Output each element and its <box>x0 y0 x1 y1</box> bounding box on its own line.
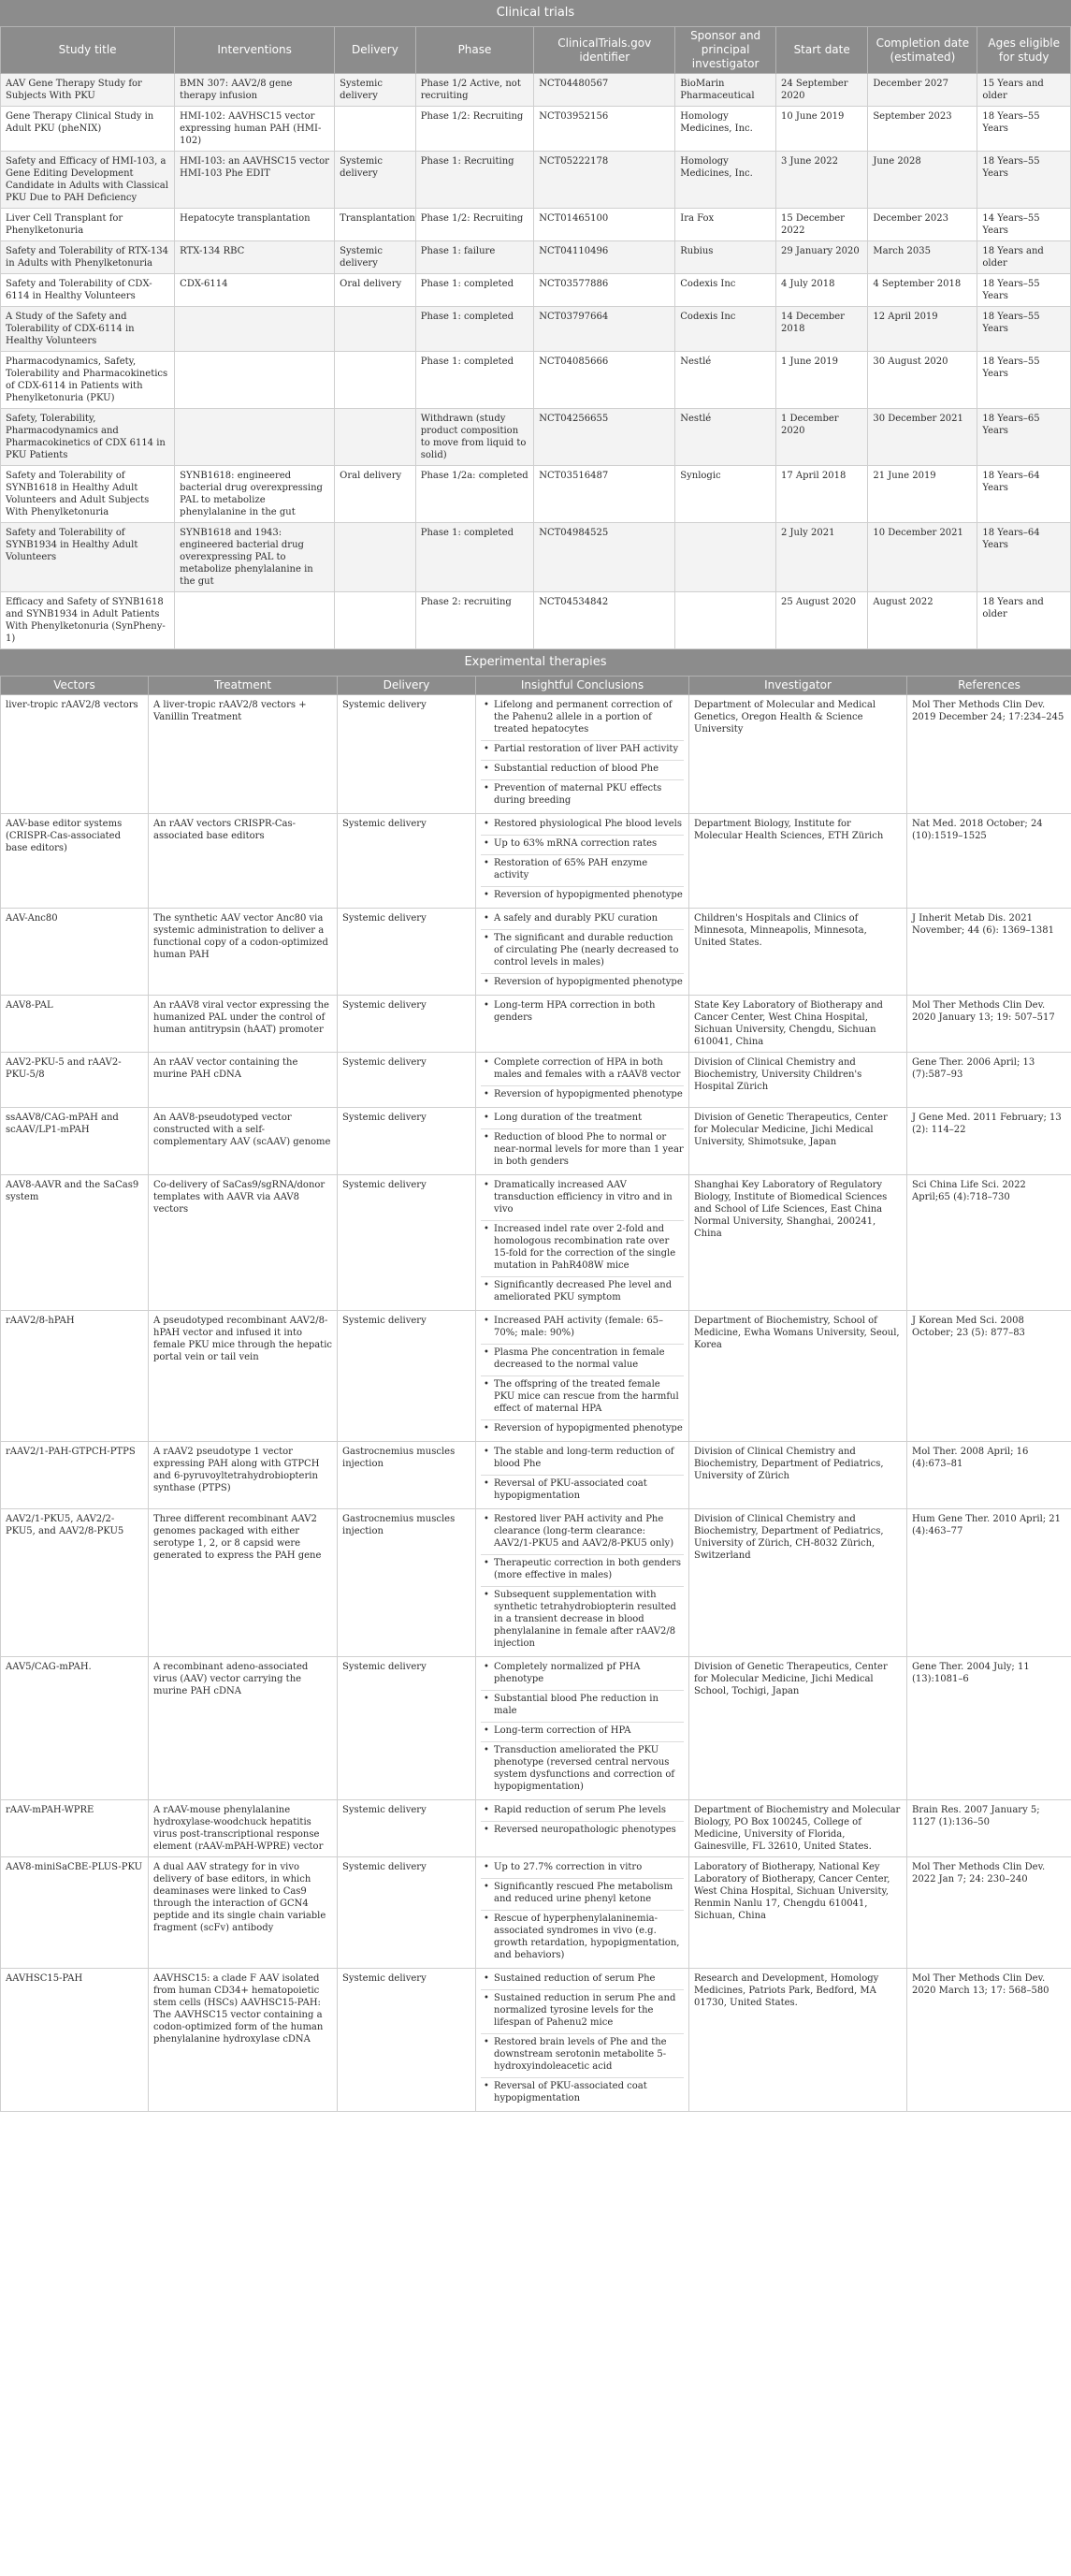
start-date-cell: 4 July 2018 <box>775 274 867 307</box>
interventions-cell: RTX-134 RBC <box>175 241 335 274</box>
therapy-row <box>1 996 1071 1053</box>
study-title-cell: AAV Gene Therapy Study for Subjects With PKU <box>1 74 175 107</box>
conclusion-item: • Prevention of maternal PKU effects during breeding <box>481 780 684 811</box>
therapy-delivery-cell: Systemic delivery <box>338 1857 476 1969</box>
trial-row <box>1 592 1071 649</box>
therapy-delivery-cell: Systemic delivery <box>338 1800 476 1857</box>
conclusion-item: • Lifelong and permanent correction of the Pahenu2 allele in a portion of treated hepatocytes <box>481 697 684 741</box>
conclusion-item: • Restoration of 65% PAH enzyme activity <box>481 855 684 887</box>
investigator-cell: Division of Clinical Chemistry and Biochemistry, Department of Pediatrics, University of Zürich, CH-8032 Zürich, Switzerland <box>689 1509 907 1657</box>
investigator-cell: Laboratory of Biotherapy, National Key Laboratory of Biotherapy, Cancer Center, West China Hospital, Sichuan University, Renmin Nanlu 17, Chengdu 610041, Sichuan, China <box>689 1857 907 1969</box>
conclusion-item: • Up to 63% mRNA correction rates <box>481 836 684 855</box>
treatment-cell: Three different recombinant AAV2 genomes packaged with either serotype 1, 2, or 8 capsid were generated to express the PAH gene <box>149 1509 338 1657</box>
trial-row <box>1 466 1071 523</box>
interventions-cell <box>175 307 335 352</box>
conclusion-item: • Reversed neuropathologic phenotypes <box>481 1822 684 1841</box>
identifier-cell: NCT05222178 <box>534 152 675 209</box>
interventions-cell: CDX-6114 <box>175 274 335 307</box>
conclusion-item: • Transduction ameliorated the PKU phenotype (reversed central nervous system dysfunctions and correction of hypopigmentation) <box>481 1742 684 1797</box>
study-title-cell: Liver Cell Transplant for Phenylketonuria <box>1 209 175 241</box>
vector-cell: AAV8-AAVR and the SaCas9 system <box>1 1175 149 1311</box>
ages-cell: 18 Years and older <box>977 241 1071 274</box>
ages-cell: 18 Years–55 Years <box>977 352 1071 409</box>
ages-cell: 18 Years–55 Years <box>977 274 1071 307</box>
vector-cell: AAV-Anc80 <box>1 909 149 996</box>
trial-row <box>1 307 1071 352</box>
conclusion-item: • Up to 27.7% correction in vitro <box>481 1859 684 1879</box>
reference-cell: Nat Med. 2018 October; 24 (10):1519–1525 <box>907 814 1071 909</box>
delivery-cell: Systemic delivery <box>335 241 416 274</box>
sponsor-cell: BioMarin Pharmaceutical <box>675 74 776 107</box>
conclusions-list <box>481 1177 684 1308</box>
phase-cell: Phase 1: completed <box>415 307 533 352</box>
conclusions-cell <box>476 1969 689 2112</box>
therapy-row <box>1 814 1071 909</box>
treatment-cell: A pseudotyped recombinant AAV2/8-hPAH vector and infused it into female PKU mice through the hepatic portal vein or tail vein <box>149 1311 338 1442</box>
start-date-cell: 1 December 2020 <box>775 409 867 466</box>
therapy-delivery-cell: Systemic delivery <box>338 1108 476 1175</box>
col-header-start-date: Start date <box>775 27 867 74</box>
therapy-delivery-cell: Systemic delivery <box>338 996 476 1053</box>
study-title-cell: Pharmacodynamics, Safety, Tolerability and Pharmacokinetics of CDX-6114 in Patients with Phenylketonuria (PKU) <box>1 352 175 409</box>
trial-row <box>1 209 1071 241</box>
completion-date-cell: August 2022 <box>868 592 977 649</box>
sponsor-cell <box>675 592 776 649</box>
completion-date-cell: March 2035 <box>868 241 977 274</box>
conclusion-item: • Sustained reduction of serum Phe <box>481 1971 684 1990</box>
therapy-row <box>1 1509 1071 1657</box>
trial-row <box>1 107 1071 152</box>
phase-cell: Phase 1/2: Recruiting <box>415 209 533 241</box>
conclusions-list <box>481 1971 684 2109</box>
trial-row <box>1 241 1071 274</box>
sponsor-cell: Nestlé <box>675 409 776 466</box>
investigator-cell: Children's Hospitals and Clinics of Minnesota, Minneapolis, Minnesota, United States. <box>689 909 907 996</box>
investigator-cell: Division of Clinical Chemistry and Biochemistry, Department of Pediatrics, University of Zürich <box>689 1442 907 1509</box>
conclusion-item: • Long duration of the treatment <box>481 1110 684 1129</box>
therapy-row <box>1 1442 1071 1509</box>
sponsor-cell: Codexis Inc <box>675 307 776 352</box>
delivery-cell <box>335 523 416 592</box>
therapy-delivery-cell: Gastrocnemius muscles injection <box>338 1509 476 1657</box>
study-title-cell: Safety and Efficacy of HMI-103, a Gene Editing Development Candidate in Adults with Classical PKU Due to PAH Deficiency <box>1 152 175 209</box>
conclusion-item: • Subsequent supplementation with synthetic tetrahydrobiopterin resulted in a transient decrease in blood phenylalanine in female after rAAV2/8 injection <box>481 1587 684 1654</box>
conclusions-cell <box>476 1053 689 1108</box>
col-header-identifier: ClinicalTrials.gov identifier <box>534 27 675 74</box>
therapy-delivery-cell: Systemic delivery <box>338 1969 476 2112</box>
vector-cell: AAV2-PKU-5 and rAAV2-PKU-5/8 <box>1 1053 149 1108</box>
conclusions-list <box>481 1110 684 1172</box>
sponsor-cell: Nestlé <box>675 352 776 409</box>
trial-row <box>1 523 1071 592</box>
phase-cell: Phase 1: completed <box>415 274 533 307</box>
identifier-cell: NCT04480567 <box>534 74 675 107</box>
trial-row <box>1 152 1071 209</box>
conclusions-cell <box>476 1442 689 1509</box>
study-title-cell: A Study of the Safety and Tolerability of CDX-6114 in Healthy Volunteers <box>1 307 175 352</box>
therapy-row <box>1 1108 1071 1175</box>
treatment-cell: An AAV8-pseudotyped vector constructed with a self-complementary AAV (scAAV) genome <box>149 1108 338 1175</box>
vector-cell: AAV8-miniSaCBE-PLUS-PKU <box>1 1857 149 1969</box>
trial-row <box>1 409 1071 466</box>
conclusions-list <box>481 1444 684 1506</box>
conclusions-cell <box>476 695 689 814</box>
treatment-cell: A recombinant adeno-associated virus (AAV) vector carrying the murine PAH cDNA <box>149 1657 338 1800</box>
identifier-cell: NCT04256655 <box>534 409 675 466</box>
interventions-cell: HMI-103: an AAVHSC15 vector HMI-103 Phe EDIT <box>175 152 335 209</box>
conclusion-item: • Plasma Phe concentration in female decreased to the normal value <box>481 1345 684 1376</box>
investigator-cell: Department of Molecular and Medical Genetics, Oregon Health & Science University <box>689 695 907 814</box>
start-date-cell: 29 January 2020 <box>775 241 867 274</box>
conclusions-list <box>481 1859 684 1966</box>
conclusion-item: • Significantly rescued Phe metabolism and reduced urine phenyl ketone <box>481 1879 684 1911</box>
study-title-cell: Safety, Tolerability, Pharmacodynamics and Pharmacokinetics of CDX 6114 in PKU Patients <box>1 409 175 466</box>
therapy-delivery-cell: Systemic delivery <box>338 1053 476 1108</box>
delivery-cell <box>335 409 416 466</box>
completion-date-cell: June 2028 <box>868 152 977 209</box>
vector-cell: AAV-base editor systems (CRISPR-Cas-associated base editors) <box>1 814 149 909</box>
identifier-cell: NCT04085666 <box>534 352 675 409</box>
start-date-cell: 24 September 2020 <box>775 74 867 107</box>
study-title-cell: Safety and Tolerability of CDX-6114 in Healthy Volunteers <box>1 274 175 307</box>
vector-cell: rAAV2/1-PAH-GTPCH-PTPS <box>1 1442 149 1509</box>
reference-cell: J Gene Med. 2011 February; 13 (2): 114–22 <box>907 1108 1071 1175</box>
investigator-cell: Department Biology, Institute for Molecular Health Sciences, ETH Zürich <box>689 814 907 909</box>
completion-date-cell: 10 December 2021 <box>868 523 977 592</box>
completion-date-cell: 4 September 2018 <box>868 274 977 307</box>
investigator-cell: Division of Genetic Therapeutics, Center for Molecular Medicine, Jichi Medical University, Shimotsuke, Japan <box>689 1108 907 1175</box>
conclusions-list <box>481 697 684 811</box>
reference-cell: Mol Ther Methods Clin Dev. 2020 January 13; 19: 507–517 <box>907 996 1071 1053</box>
identifier-cell: NCT04534842 <box>534 592 675 649</box>
conclusion-item: • A safely and durably PKU curation <box>481 910 684 930</box>
vector-cell: AAV5/CAG-mPAH. <box>1 1657 149 1800</box>
vector-cell: AAVHSC15-PAH <box>1 1969 149 2112</box>
therapy-delivery-cell: Systemic delivery <box>338 1657 476 1800</box>
ages-cell: 18 Years–55 Years <box>977 107 1071 152</box>
identifier-cell: NCT03577886 <box>534 274 675 307</box>
conclusion-item: • Reduction of blood Phe to normal or near-normal levels for more than 1 year in both genders <box>481 1129 684 1172</box>
start-date-cell: 10 June 2019 <box>775 107 867 152</box>
conclusions-cell <box>476 909 689 996</box>
treatment-cell: An rAAV vector containing the murine PAH cDNA <box>149 1053 338 1108</box>
conclusion-item: • Completely normalized pf PHA phenotype <box>481 1659 684 1691</box>
vector-cell: rAAV-mPAH-WPRE <box>1 1800 149 1857</box>
col-header-treatment: Treatment <box>149 677 338 695</box>
interventions-cell <box>175 352 335 409</box>
start-date-cell: 2 July 2021 <box>775 523 867 592</box>
trial-row <box>1 274 1071 307</box>
identifier-cell: NCT03952156 <box>534 107 675 152</box>
vector-cell: rAAV2/8-hPAH <box>1 1311 149 1442</box>
sponsor-cell: Synlogic <box>675 466 776 523</box>
start-date-cell: 14 December 2018 <box>775 307 867 352</box>
sponsor-cell <box>675 523 776 592</box>
conclusions-cell <box>476 1800 689 1857</box>
conclusions-list <box>481 1802 684 1841</box>
conclusion-item: • Reversal of PKU-associated coat hypopigmentation <box>481 2078 684 2109</box>
therapy-row <box>1 1053 1071 1108</box>
conclusions-cell <box>476 814 689 909</box>
reference-cell: J Inherit Metab Dis. 2021 November; 44 (6): 1369–1381 <box>907 909 1071 996</box>
delivery-cell <box>335 107 416 152</box>
conclusion-item: • Long-term correction of HPA <box>481 1723 684 1742</box>
conclusions-list <box>481 1511 684 1654</box>
start-date-cell: 25 August 2020 <box>775 592 867 649</box>
clinical-trials-title: Clinical trials <box>0 0 1071 26</box>
phase-cell: Phase 1/2: Recruiting <box>415 107 533 152</box>
ages-cell: 18 Years–64 Years <box>977 466 1071 523</box>
treatment-cell: An rAAV8 viral vector expressing the humanized PAL under the control of human antitrypsin (hAAT) promoter <box>149 996 338 1053</box>
completion-date-cell: December 2023 <box>868 209 977 241</box>
trial-row <box>1 352 1071 409</box>
ages-cell: 18 Years–55 Years <box>977 307 1071 352</box>
interventions-cell: Hepatocyte transplantation <box>175 209 335 241</box>
identifier-cell: NCT04110496 <box>534 241 675 274</box>
treatment-cell: A rAAV-mouse phenylalanine hydroxylase-woodchuck hepatitis virus post-transcriptional response element (rAAV-mPAH-WPRE) vector <box>149 1800 338 1857</box>
therapy-row <box>1 1311 1071 1442</box>
completion-date-cell: 21 June 2019 <box>868 466 977 523</box>
phase-cell: Phase 1: failure <box>415 241 533 274</box>
conclusion-item: • Significantly decreased Phe level and ameliorated PKU symptom <box>481 1277 684 1308</box>
reference-cell: Mol Ther Methods Clin Dev. 2020 March 13; 17: 568–580 <box>907 1969 1071 2112</box>
conclusion-item: • Substantial blood Phe reduction in male <box>481 1691 684 1723</box>
start-date-cell: 15 December 2022 <box>775 209 867 241</box>
sponsor-cell: Ira Fox <box>675 209 776 241</box>
therapy-delivery-cell: Systemic delivery <box>338 909 476 996</box>
delivery-cell <box>335 592 416 649</box>
conclusions-list <box>481 1313 684 1439</box>
therapy-row <box>1 1800 1071 1857</box>
phase-cell: Phase 1/2a: completed <box>415 466 533 523</box>
delivery-cell: Transplantation <box>335 209 416 241</box>
conclusions-cell <box>476 1108 689 1175</box>
treatment-cell: The synthetic AAV vector Anc80 via systemic administration to deliver a functional copy of a codon-optimized human PAH <box>149 909 338 996</box>
sponsor-cell: Codexis Inc <box>675 274 776 307</box>
completion-date-cell: 12 April 2019 <box>868 307 977 352</box>
interventions-cell <box>175 592 335 649</box>
reference-cell: Brain Res. 2007 January 5; 1127 (1):136–50 <box>907 1800 1071 1857</box>
therapy-row <box>1 1657 1071 1800</box>
phase-cell: Phase 2: recruiting <box>415 592 533 649</box>
reference-cell: Sci China Life Sci. 2022 April;65 (4):718–730 <box>907 1175 1071 1311</box>
start-date-cell: 17 April 2018 <box>775 466 867 523</box>
phase-cell: Phase 1: completed <box>415 352 533 409</box>
col-header-study-title: Study title <box>1 27 175 74</box>
interventions-cell <box>175 409 335 466</box>
trial-row <box>1 74 1071 107</box>
ages-cell: 18 Years and older <box>977 592 1071 649</box>
interventions-cell: BMN 307: AAV2/8 gene therapy infusion <box>175 74 335 107</box>
conclusion-item: • Increased PAH activity (female: 65–70%; male: 90%) <box>481 1313 684 1345</box>
conclusion-item: • Reversion of hypopigmented phenotype <box>481 1086 684 1105</box>
vector-cell: AAV2/1-PKU5, AAV2/2-PKU5, and AAV2/8-PKU5 <box>1 1509 149 1657</box>
sponsor-cell: Rubius <box>675 241 776 274</box>
col-header-conclusions: Insightful Conclusions <box>476 677 689 695</box>
treatment-cell: A liver-tropic rAAV2/8 vectors + Vanillin Treatment <box>149 695 338 814</box>
ages-cell: 18 Years–65 Years <box>977 409 1071 466</box>
start-date-cell: 1 June 2019 <box>775 352 867 409</box>
completion-date-cell: 30 August 2020 <box>868 352 977 409</box>
delivery-cell: Oral delivery <box>335 274 416 307</box>
therapies-header-row <box>1 677 1071 695</box>
identifier-cell: NCT04984525 <box>534 523 675 592</box>
col-header-vectors: Vectors <box>1 677 149 695</box>
sponsor-cell: Homology Medicines, Inc. <box>675 107 776 152</box>
col-header-interventions: Interventions <box>175 27 335 74</box>
conclusions-cell <box>476 1509 689 1657</box>
sponsor-cell: Homology Medicines, Inc. <box>675 152 776 209</box>
col-header-phase: Phase <box>415 27 533 74</box>
delivery-cell: Oral delivery <box>335 466 416 523</box>
investigator-cell: Department of Biochemistry and Molecular Biology, PO Box 100245, College of Medicine, University of Florida, Gainesville, FL 32610, United States. <box>689 1800 907 1857</box>
therapy-delivery-cell: Systemic delivery <box>338 1311 476 1442</box>
completion-date-cell: September 2023 <box>868 107 977 152</box>
col-header-therapy-delivery: Delivery <box>338 677 476 695</box>
conclusions-list <box>481 1055 684 1105</box>
conclusion-item: • Therapeutic correction in both genders (more effective in males) <box>481 1555 684 1587</box>
reference-cell: Mol Ther. 2008 April; 16 (4):673–81 <box>907 1442 1071 1509</box>
treatment-cell: AAVHSC15: a clade F AAV isolated from human CD34+ hematopoietic stem cells (HSCs) AAVHSC15-PAH: The AAVHSC15 vector containing a codon-optimized form of the human phenylalanine hydroxylase cDNA <box>149 1969 338 2112</box>
ages-cell: 18 Years–55 Years <box>977 152 1071 209</box>
conclusion-item: • Increased indel rate over 2-fold and homologous recombination rate over 15-fold for the correction of the single mutation in PahR408W mice <box>481 1221 684 1277</box>
reference-cell: Gene Ther. 2004 July; 11 (13):1081–6 <box>907 1657 1071 1800</box>
conclusion-item: • Reversion of hypopigmented phenotype <box>481 974 684 993</box>
conclusions-list <box>481 997 684 1028</box>
investigator-cell: Division of Genetic Therapeutics, Center for Molecular Medicine, Jichi Medical School, Tochigi, Japan <box>689 1657 907 1800</box>
col-header-ages: Ages eligible for study <box>977 27 1071 74</box>
conclusions-cell <box>476 1657 689 1800</box>
conclusions-cell <box>476 996 689 1053</box>
ages-cell: 15 Years and older <box>977 74 1071 107</box>
conclusion-item: • Restored brain levels of Phe and the downstream serotonin metabolite 5-hydroxyindoleacetic acid <box>481 2034 684 2078</box>
conclusion-item: • Restored physiological Phe blood levels <box>481 816 684 836</box>
conclusion-item: • Reversion of hypopigmented phenotype <box>481 1420 684 1439</box>
conclusions-cell <box>476 1857 689 1969</box>
conclusion-item: • Substantial reduction of blood Phe <box>481 761 684 780</box>
conclusions-list <box>481 816 684 906</box>
delivery-cell <box>335 352 416 409</box>
identifier-cell: NCT03516487 <box>534 466 675 523</box>
therapy-row <box>1 909 1071 996</box>
ages-cell: 18 Years–64 Years <box>977 523 1071 592</box>
col-header-completion-date: Completion date (estimated) <box>868 27 977 74</box>
study-title-cell: Safety and Tolerability of SYNB1934 in Healthy Adult Volunteers <box>1 523 175 592</box>
identifier-cell: NCT01465100 <box>534 209 675 241</box>
vector-cell: liver-tropic rAAV2/8 vectors <box>1 695 149 814</box>
vector-cell: ssAAV8/CAG-mPAH and scAAV/LP1-mPAH <box>1 1108 149 1175</box>
reference-cell: Gene Ther. 2006 April; 13 (7):587–93 <box>907 1053 1071 1108</box>
therapy-row <box>1 1857 1071 1969</box>
ages-cell: 14 Years–55 Years <box>977 209 1071 241</box>
vector-cell: AAV8-PAL <box>1 996 149 1053</box>
phase-cell: Phase 1: Recruiting <box>415 152 533 209</box>
completion-date-cell: 30 December 2021 <box>868 409 977 466</box>
interventions-cell: HMI-102: AAVHSC15 vector expressing human PAH (HMI-102) <box>175 107 335 152</box>
completion-date-cell: December 2027 <box>868 74 977 107</box>
therapy-delivery-cell: Systemic delivery <box>338 814 476 909</box>
reference-cell: Mol Ther Methods Clin Dev. 2022 Jan 7; 24: 230–240 <box>907 1857 1071 1969</box>
conclusion-item: • Rescue of hyperphenylalaninemia-associated syndromes in vivo (e.g. growth retardation, hypopigmentation, and behaviors) <box>481 1911 684 1966</box>
conclusion-item: • Restored liver PAH activity and Phe clearance (long-term clearance: AAV2/1-PKU5 and AAV2/8-PKU5 only) <box>481 1511 684 1555</box>
col-header-investigator: Investigator <box>689 677 907 695</box>
reference-cell: Mol Ther Methods Clin Dev. 2019 December 24; 17:234–245 <box>907 695 1071 814</box>
study-title-cell: Safety and Tolerability of RTX-134 in Adults with Phenylketonuria <box>1 241 175 274</box>
conclusion-item: • Rapid reduction of serum Phe levels <box>481 1802 684 1822</box>
treatment-cell: Co-delivery of SaCas9/sgRNA/donor templates with AAVR via AAV8 vectors <box>149 1175 338 1311</box>
delivery-cell: Systemic delivery <box>335 152 416 209</box>
investigator-cell: Division of Clinical Chemistry and Biochemistry, University Children's Hospital Zürich <box>689 1053 907 1108</box>
phase-cell: Phase 1: completed <box>415 523 533 592</box>
conclusion-item: • The offspring of the treated female PKU mice can rescue from the harmful effect of maternal HPA <box>481 1376 684 1420</box>
interventions-cell: SYNB1618 and 1943: engineered bacterial drug overexpressing PAL to metabolize phenylalanine in the gut <box>175 523 335 592</box>
therapy-row <box>1 1969 1071 2112</box>
therapy-row <box>1 1175 1071 1311</box>
reference-cell: Hum Gene Ther. 2010 April; 21 (4):463–77 <box>907 1509 1071 1657</box>
conclusion-item: • The stable and long-term reduction of blood Phe <box>481 1444 684 1476</box>
conclusion-item: • Partial restoration of liver PAH activity <box>481 741 684 761</box>
phase-cell: Withdrawn (study product composition to move from liquid to solid) <box>415 409 533 466</box>
experimental-therapies-table <box>0 676 1071 2112</box>
col-header-delivery: Delivery <box>335 27 416 74</box>
treatment-cell: An rAAV vectors CRISPR-Cas-associated base editors <box>149 814 338 909</box>
conclusions-cell <box>476 1311 689 1442</box>
conclusion-item: • Reversion of hypopigmented phenotype <box>481 887 684 906</box>
treatment-cell: A dual AAV strategy for in vivo delivery of base editors, in which deaminases were linked to Cas9 through the interaction of GCN4 peptide and its single chain variable fragment (scFv) antibody <box>149 1857 338 1969</box>
therapy-row <box>1 695 1071 814</box>
therapy-delivery-cell: Systemic delivery <box>338 695 476 814</box>
study-title-cell: Gene Therapy Clinical Study in Adult PKU (pheNIX) <box>1 107 175 152</box>
clinical-trials-table <box>0 26 1071 649</box>
start-date-cell: 3 June 2022 <box>775 152 867 209</box>
conclusion-item: • Reversal of PKU-associated coat hypopigmentation <box>481 1476 684 1506</box>
treatment-cell: A rAAV2 pseudotype 1 vector expressing PAH along with GTPCH and 6-pyruvoyltetrahydrobiopterin synthase (PTPS) <box>149 1442 338 1509</box>
therapy-delivery-cell: Gastrocnemius muscles injection <box>338 1442 476 1509</box>
conclusion-item: • The significant and durable reduction of circulating Phe (nearly decreased to control levels in males) <box>481 930 684 974</box>
interventions-cell: SYNB1618: engineered bacterial drug overexpressing PAL to metabolize phenylalanine in the gut <box>175 466 335 523</box>
therapy-delivery-cell: Systemic delivery <box>338 1175 476 1311</box>
conclusions-cell <box>476 1175 689 1311</box>
investigator-cell: Department of Biochemistry, School of Medicine, Ewha Womans University, Seoul, Korea <box>689 1311 907 1442</box>
study-title-cell: Safety and Tolerability of SYNB1618 in Healthy Adult Volunteers and Adult Subjects With Phenylketonuria <box>1 466 175 523</box>
identifier-cell: NCT03797664 <box>534 307 675 352</box>
delivery-cell: Systemic delivery <box>335 74 416 107</box>
col-header-sponsor: Sponsor and principal investigator <box>675 27 776 74</box>
investigator-cell: Research and Development, Homology Medicines, Patriots Park, Bedford, MA 01730, United States. <box>689 1969 907 2112</box>
investigator-cell: State Key Laboratory of Biotherapy and Cancer Center, West China Hospital, Sichuan University, Chengdu, Sichuan 610041, China <box>689 996 907 1053</box>
investigator-cell: Shanghai Key Laboratory of Regulatory Biology, Institute of Biomedical Sciences and School of Life Sciences, East China Normal University, Shanghai, 200241, China <box>689 1175 907 1311</box>
experimental-therapies-title: Experimental therapies <box>0 649 1071 676</box>
trials-header-row <box>1 27 1071 74</box>
phase-cell: Phase 1/2 Active, not recruiting <box>415 74 533 107</box>
conclusion-item: • Sustained reduction in serum Phe and normalized tyrosine levels for the lifespan of Pahenu2 mice <box>481 1990 684 2034</box>
conclusion-item: • Long-term HPA correction in both genders <box>481 997 684 1028</box>
conclusions-list <box>481 910 684 993</box>
reference-cell: J Korean Med Sci. 2008 October; 23 (5): 877–83 <box>907 1311 1071 1442</box>
col-header-references: References <box>907 677 1071 695</box>
conclusions-list <box>481 1659 684 1797</box>
delivery-cell <box>335 307 416 352</box>
study-title-cell: Efficacy and Safety of SYNB1618 and SYNB1934 in Adult Patients With Phenylketonuria (SynPheny-1) <box>1 592 175 649</box>
conclusion-item: • Dramatically increased AAV transduction efficiency in vitro and in vivo <box>481 1177 684 1221</box>
conclusion-item: • Complete correction of HPA in both males and females with a rAAV8 vector <box>481 1055 684 1086</box>
